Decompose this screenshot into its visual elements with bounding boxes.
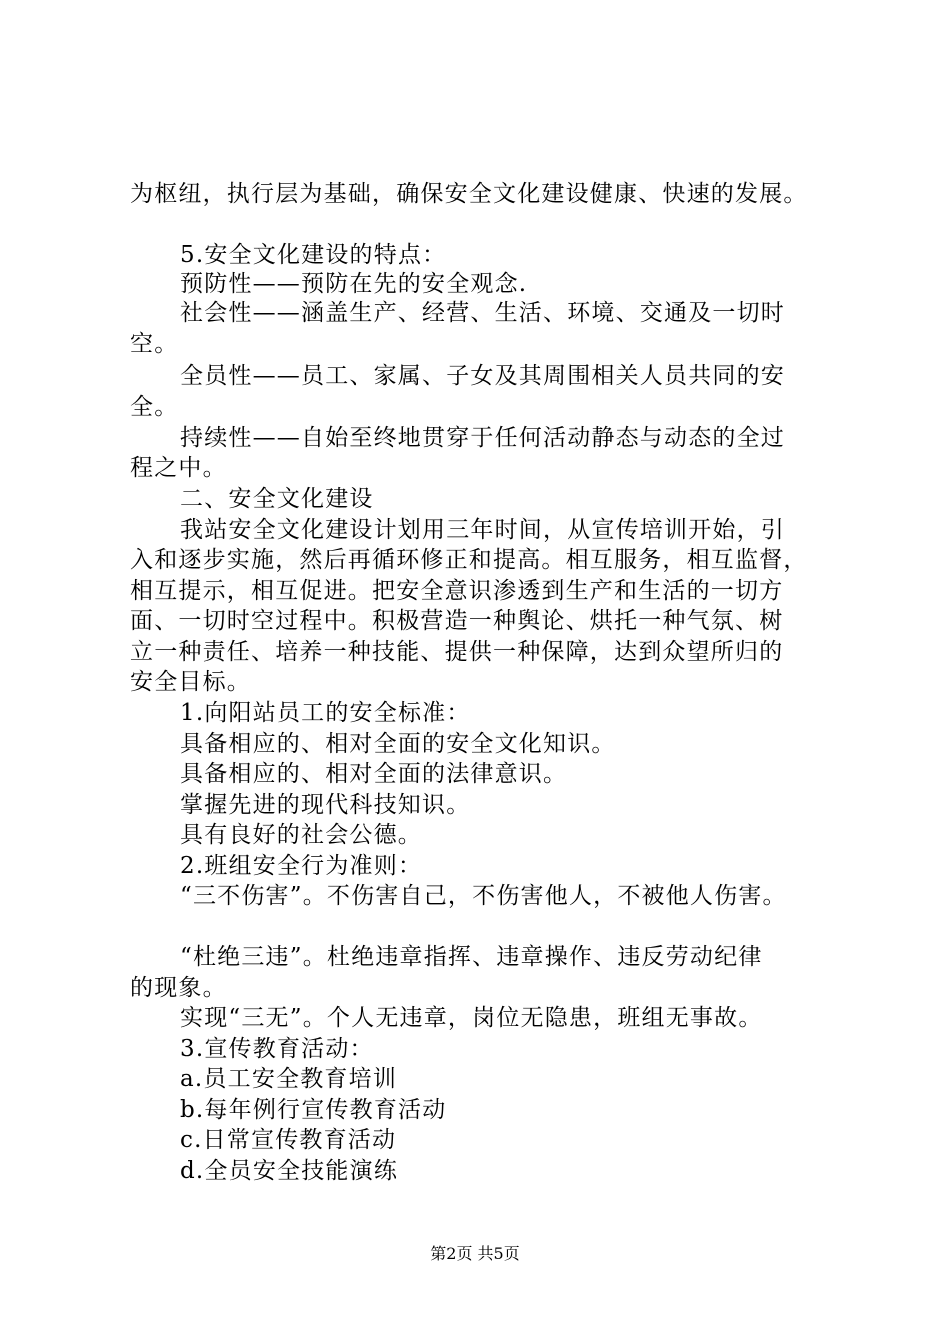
text-line: 入和逐步实施，然后再循环修正和提高。相互服务，相互监督， [130,547,808,573]
text-line: 相互提示，相互促进。把安全意识渗透到生产和生活的一切方 [130,578,784,604]
text-line: 具备相应的、相对全面的安全文化知识。 [180,731,616,757]
text-line: 具有良好的社会公德。 [180,822,422,848]
section-heading: 二、安全文化建设 [180,486,374,512]
text-line: 预防性——预防在先的安全观念. [180,271,528,297]
text-line: 为枢纽，执行层为基础，确保安全文化建设健康、快速的发展。 [130,181,808,207]
text-line: “杜绝三违”。杜绝违章指挥、违章操作、违反劳动纪律 [180,944,763,970]
text-line: 持续性——自始至终地贯穿于任何活动静态与动态的全过 [180,425,785,451]
text-line: “三不伤害”。不伤害自己，不伤害他人，不被他人伤害。 [180,883,787,909]
text-line: 我站安全文化建设计划用三年时间，从宣传培训开始，引 [180,517,785,543]
text-line: 的现象。 [130,975,227,1001]
text-line: 掌握先进的现代科技知识。 [180,792,471,818]
list-item: c.日常宣传教育活动 [180,1127,397,1153]
text-line: 程之中。 [130,455,227,481]
section-heading: 2.班组安全行为准则： [180,853,423,879]
text-line: 具备相应的、相对全面的法律意识。 [180,761,568,787]
section-heading: 1.向阳站员工的安全标准： [180,700,471,726]
list-item: a.员工安全教育培训 [180,1066,398,1092]
section-heading: 3.宣传教育活动： [180,1036,374,1062]
section-heading: 5.安全文化建设的特点： [180,242,447,268]
text-line: 实现“三无”。个人无违章，岗位无隐患，班组无事故。 [180,1005,763,1031]
text-line: 安全目标。 [130,669,251,695]
text-line: 全。 [130,394,179,420]
text-line: 社会性——涵盖生产、经营、生活、环境、交通及一切时 [180,300,785,326]
text-line: 立一种责任、培养一种技能、提供一种保障，达到众望所归的 [130,639,784,665]
page-footer: 第2页 共5页 [430,1244,520,1263]
text-line: 面、一切时空过程中。积极营造一种舆论、烘托一种气氛、树 [130,608,784,634]
text-line: 全员性——员工、家属、子女及其周围相关人员共同的安 [180,363,785,389]
list-item: d.全员安全技能演练 [180,1158,399,1184]
list-item: b.每年例行宣传教育活动 [180,1097,447,1123]
text-line: 空。 [130,331,179,357]
